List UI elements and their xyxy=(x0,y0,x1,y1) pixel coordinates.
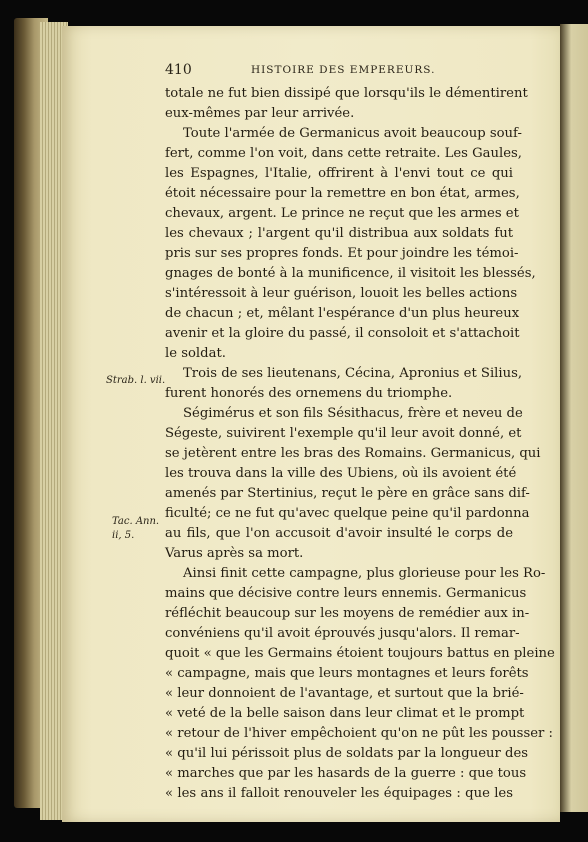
running-head: HISTOIRE DES EMPEREURS. xyxy=(251,64,436,76)
text-line: se jetèrent entre les bras des Romains. Germanicus, qui xyxy=(165,446,541,461)
text-line: ficulté; ce ne fut qu'avec quelque peine qu'il pardonna xyxy=(165,506,530,521)
text-line: totale ne fut bien dissipé que lorsqu'ils le démentirent xyxy=(165,86,528,101)
text-line: « leur donnoient de l'avantage, et surtout que la brié- xyxy=(165,686,524,701)
text-line: Trois de ses lieutenans, Cécina, Apronius et Silius, xyxy=(183,366,523,381)
text-line: chevaux, argent. Le prince ne reçut que les armes et xyxy=(165,206,519,221)
text-line: les Espagnes, l'Italie, offrirent à l'envi tout ce qui xyxy=(165,166,513,181)
text-line: « veté de la belle saison dans leur climat et le prompt xyxy=(165,706,525,721)
text-line: « les ans il falloit renouveler les équipages : que les xyxy=(165,786,513,801)
text-line: de chacun ; et, mêlant l'espérance d'un plus heureux xyxy=(165,306,520,321)
text-line: Ségimérus et son fils Sésithacus, frère et neveu de xyxy=(183,406,523,421)
text-line: Ainsi finit cette campagne, plus glorieuse pour les Ro- xyxy=(183,566,546,581)
text-line: pris sur ses propres fonds. Et pour joindre les témoi- xyxy=(165,246,519,261)
text-line: Ségeste, suivirent l'exemple qu'il leur avoit donné, et xyxy=(165,426,522,441)
text-line: furent honorés des ornemens du triomphe. xyxy=(165,386,453,401)
text-line: étoit nécessaire pour la remettre en bon état, armes, xyxy=(165,186,520,201)
text-line: le soldat. xyxy=(165,346,226,361)
text-line: « campagne, mais que leurs montagnes et leurs forêts xyxy=(165,666,529,681)
text-line: fert, comme l'on voit, dans cette retraite. Les Gaules, xyxy=(165,146,522,161)
marginal-note-tacitus: Tac. Ann. xyxy=(112,516,160,527)
text-line: au fils, que l'on accusoit d'avoir insulté le corps de xyxy=(165,526,513,541)
page-number: 410 xyxy=(165,62,192,78)
text-line: eux-mêmes par leur arrivée. xyxy=(165,106,355,121)
text-line: s'intéressoit à leur guérison, louoit les belles actions xyxy=(165,286,518,301)
text-line: « qu'il lui périssoit plus de soldats par la longueur des xyxy=(165,746,529,761)
text-line: Varus après sa mort. xyxy=(165,546,304,561)
text-line: réfléchit beaucoup sur les moyens de remédier aux in- xyxy=(165,606,530,621)
text-line: convéniens qu'il avoit éprouvés jusqu'alors. Il remar- xyxy=(165,626,520,641)
text-line: les chevaux ; l'argent qu'il distribua aux soldats fut xyxy=(165,226,513,241)
marginal-note-tacitus-ref: ii, 5. xyxy=(112,530,135,541)
text-line: gnages de bonté à la munificence, il visitoit les blessés, xyxy=(165,266,536,281)
text-line: « retour de l'hiver empêchoient qu'on ne pût les pousser : xyxy=(165,726,553,741)
text-line: mains que décisive contre leurs ennemis. Germanicus xyxy=(165,586,527,601)
text-line: quoit « que les Germains étoient toujours battus en pleine xyxy=(165,646,555,661)
text-line: amenés par Stertinius, reçut le père en grâce sans dif- xyxy=(165,486,530,501)
text-line: avenir et la gloire du passé, il consoloit et s'attachoit xyxy=(165,326,520,341)
page-header xyxy=(165,62,513,80)
text-line: « marches que par les hasards de la guerre : que tous xyxy=(165,766,527,781)
text-line: Toute l'armée de Germanicus avoit beaucoup souf- xyxy=(183,126,522,141)
text-line: les trouva dans la ville des Ubiens, où ils avoient été xyxy=(165,466,517,481)
facing-page-edge xyxy=(560,24,588,812)
marginal-note-strabo: Strab. l. vii. xyxy=(106,375,166,386)
